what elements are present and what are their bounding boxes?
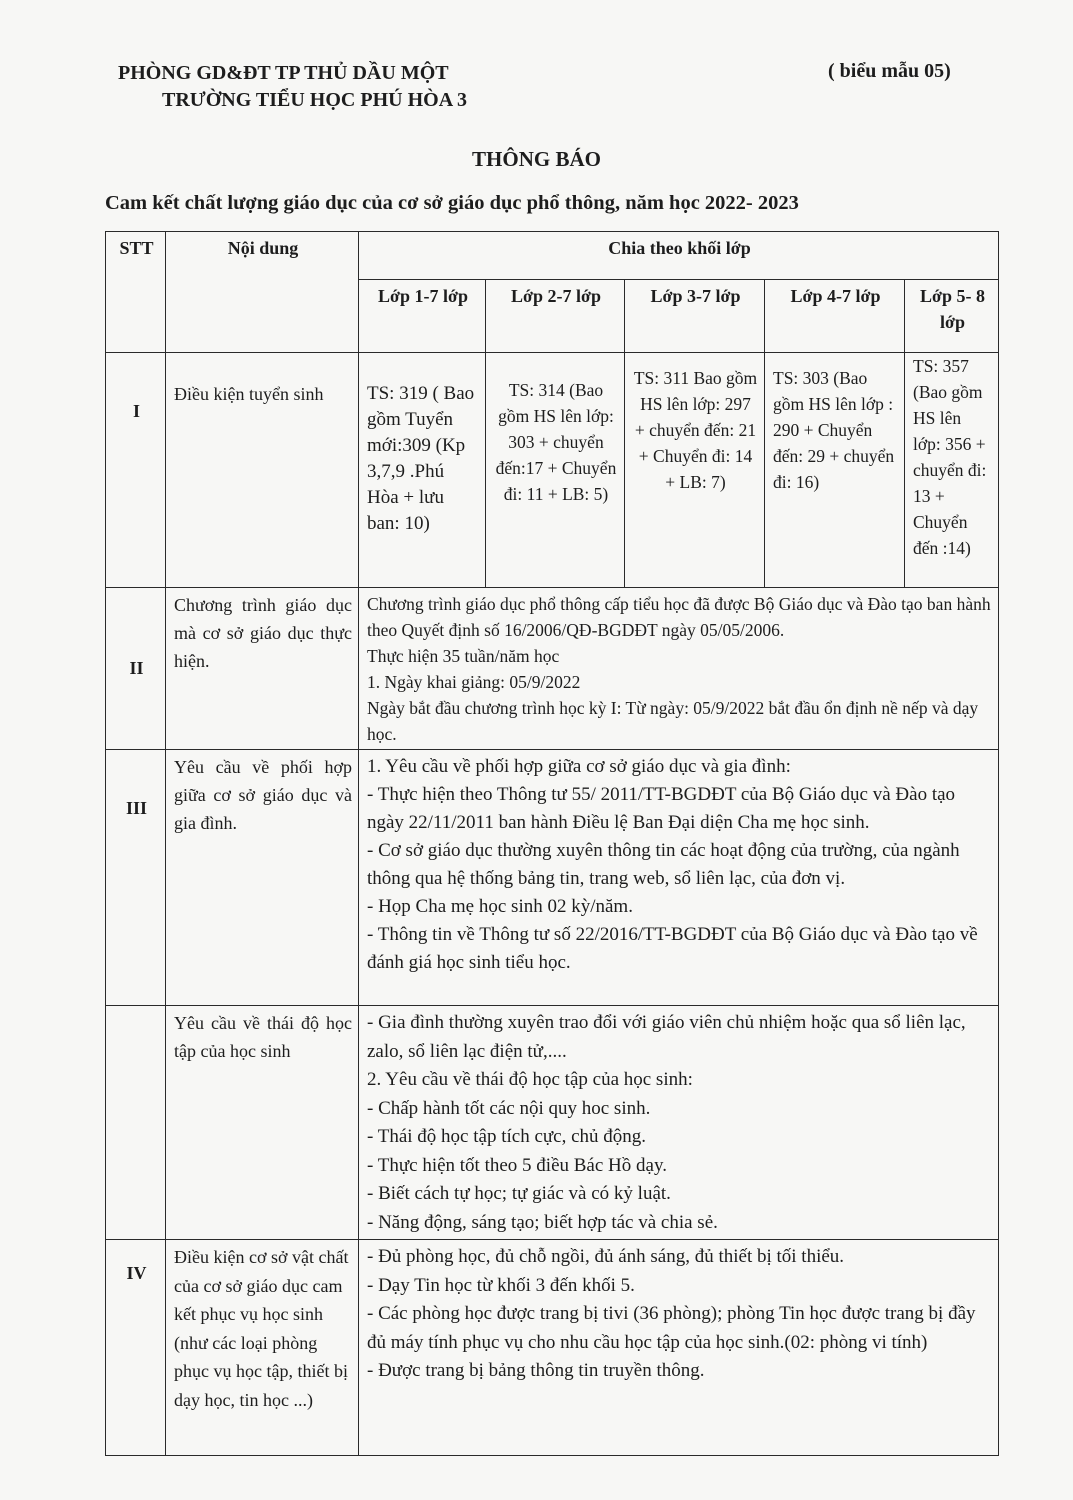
detail-line: - Thực hiện tốt theo 5 điều Bác Hồ dạy.	[367, 1154, 667, 1176]
grade-2-cell: TS: 314 (Bao gồm HS lên lớp: 303 + chuyển đến:17 + Chuyển đi: 11 + LB: 5)	[486, 353, 625, 588]
form-number: ( biểu mẫu 05)	[828, 60, 951, 82]
table-row	[106, 1006, 999, 1240]
detail-line: - Gia đình thường xuyên trao đổi với giáo viên chủ nhiệm hoặc qua sổ liên lạc, zalo, sổ liên lạc điện tử,....	[367, 1012, 966, 1062]
department-name: PHÒNG GD&ĐT TP THỦ DẦU MỘT	[118, 62, 449, 84]
header-stt: STT	[106, 232, 166, 353]
document-header	[118, 60, 467, 114]
header-grade-2: Lớp 2-7 lớp	[486, 280, 625, 353]
detail-line: 1. Ngày khai giảng: 05/9/2022	[367, 672, 581, 692]
detail-line: - Cơ sở giáo dục thường xuyên thông tin các hoạt động của trường, của ngành thông qua hệ thống bảng tin, trang web, sổ liên lạc, của đơn vị.	[367, 840, 960, 889]
table-row	[106, 1240, 999, 1456]
detail-line: - Họp Cha mẹ học sinh 02 kỳ/năm.	[367, 896, 633, 917]
grade-3-cell: TS: 311 Bao gồm HS lên lớp: 297 + chuyển đến: 21 + Chuyển đi: 14 + LB: 7)	[625, 353, 765, 588]
detail-line: - Dạy Tin học từ khối 3 đến khối 5.	[367, 1274, 635, 1296]
header-grade-group: Chia theo khối lớp	[359, 232, 999, 280]
table-row	[106, 750, 999, 1006]
row-detail	[359, 750, 999, 1006]
header-grade-1: Lớp 1-7 lớp	[359, 280, 486, 353]
row-content: Yêu cầu về thái độ học tập của học sinh	[166, 1006, 359, 1240]
document-title: THÔNG BÁO	[472, 147, 601, 171]
row-stt: I	[106, 353, 166, 588]
row-detail	[359, 1006, 999, 1240]
header-grade-5: Lớp 5- 8 lớp	[905, 280, 999, 353]
detail-line: - Thông tin về Thông tư số 22/2016/TT-BGDĐT của Bộ Giáo dục và Đào tạo về đánh giá học sinh tiểu học.	[367, 924, 978, 973]
detail-line: - Năng động, sáng tạo; biết hợp tác và chia sẻ.	[367, 1211, 718, 1233]
grade-4-cell: TS: 303 (Bao gồm HS lên lớp : 290 + Chuyển đến: 29 + chuyển đi: 16)	[765, 353, 905, 588]
commitment-table	[105, 231, 999, 1456]
grade-5-cell: TS: 357 (Bao gồm HS lên lớp: 356 + chuyển đi: 13 + Chuyển đến :14)	[905, 353, 999, 588]
header-grade-3: Lớp 3-7 lớp	[625, 280, 765, 353]
detail-line: - Biết cách tự học; tự giác và có kỷ luật.	[367, 1183, 671, 1204]
detail-line: Chương trình giáo dục phổ thông cấp tiểu học đã được Bộ Giáo dục và Đào tạo ban hành theo Quyết định số 16/2006/QĐ-BGDĐT ngày 05/05/2006.	[367, 594, 991, 640]
header-grade-4: Lớp 4-7 lớp	[765, 280, 905, 353]
document-subtitle: Cam kết chất lượng giáo dục của cơ sở giáo dục phổ thông, năm học 2022- 2023	[105, 192, 799, 214]
grade-1-cell: TS: 319 ( Bao gồm Tuyển mới:309 (Kp 3,7,9 .Phú Hòa + lưu ban: 10)	[359, 353, 486, 588]
detail-line: Thực hiện 35 tuần/năm học	[367, 646, 560, 666]
row-detail	[359, 1240, 999, 1456]
detail-line: - Đủ phòng học, đủ chỗ ngồi, đủ ánh sáng, đủ thiết bị tối thiểu.	[367, 1246, 845, 1267]
detail-line: 2. Yêu cầu về thái độ học tập của học sinh:	[367, 1069, 693, 1090]
row-content: Điều kiện tuyển sinh	[166, 353, 359, 588]
row-content: Điều kiện cơ sở vật chất của cơ sở giáo dục cam kết phục vụ học sinh (như các loại phòng phục vụ học tập, thiết bị dạy học, tin học ...)	[166, 1240, 359, 1456]
table-row	[106, 588, 999, 750]
detail-line: Ngày bắt đầu chương trình học kỳ I: Từ ngày: 05/9/2022 bắt đầu ổn định nề nếp và dạy học.	[367, 698, 979, 744]
detail-line: - Thực hiện theo Thông tư 55/ 2011/TT-BGDĐT của Bộ Giáo dục và Đào tạo ngày 22/11/2011 ban hành Điều lệ Ban Đại diện Cha mẹ học sinh.	[367, 784, 956, 833]
row-detail	[359, 588, 999, 750]
detail-line: - Thái độ học tập tích cực, chủ động.	[367, 1126, 647, 1147]
row-content: Yêu cầu về phối hợp giữa cơ sở giáo dục và gia đình.	[166, 750, 359, 1006]
detail-line: - Được trang bị bảng thông tin truyền thông.	[367, 1360, 705, 1381]
detail-line: - Các phòng học được trang bị tivi (36 phòng); phòng Tin học được trang bị đầy đủ máy tính phục vụ cho nhu cầu học tập của học sinh.(02: phòng vi tính)	[367, 1303, 976, 1353]
row-content: Chương trình giáo dục mà cơ sở giáo dục thực hiện.	[166, 588, 359, 750]
school-name: TRƯỜNG TIỂU HỌC PHÚ HÒA 3	[162, 89, 468, 111]
table-row	[106, 353, 999, 588]
row-stt	[106, 1006, 166, 1240]
row-stt: IV	[106, 1240, 166, 1456]
row-stt: II	[106, 588, 166, 750]
header-content: Nội dung	[166, 232, 359, 353]
detail-line: 1. Yêu cầu về phối hợp giữa cơ sở giáo dục và gia đình:	[367, 756, 791, 777]
detail-line: - Chấp hành tốt các nội quy hoc sinh.	[367, 1097, 651, 1119]
table-header-row	[106, 232, 999, 280]
row-stt: III	[106, 750, 166, 1006]
